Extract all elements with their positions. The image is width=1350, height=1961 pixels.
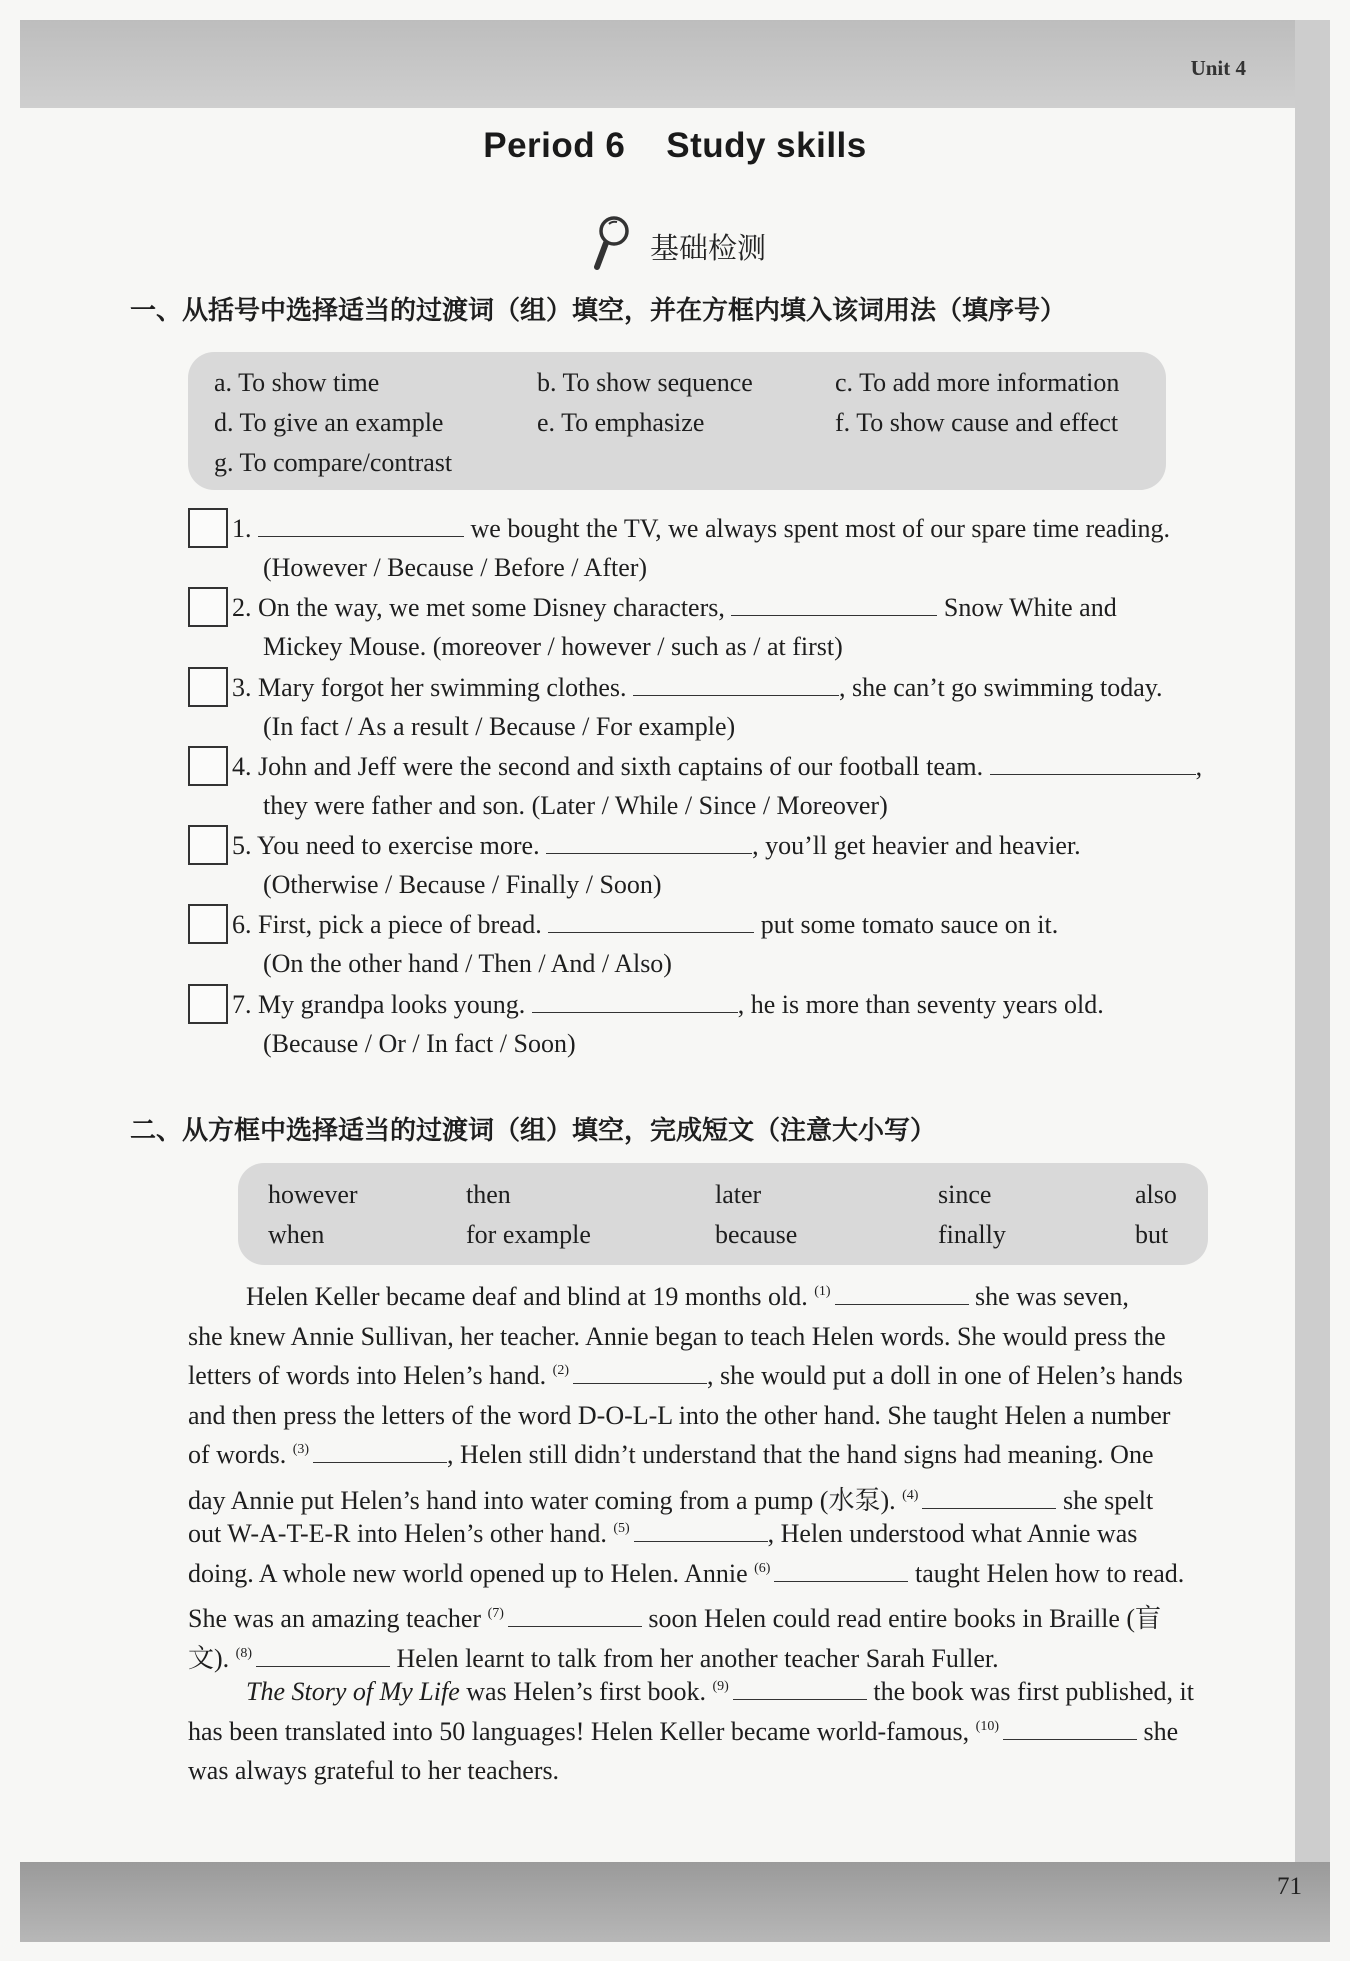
- blank-1[interactable]: [258, 514, 464, 537]
- answer-box-2[interactable]: [188, 587, 228, 627]
- top-band: [20, 20, 1330, 108]
- options-1: (However / Because / Before / After): [263, 553, 648, 582]
- usage-c: c. To add more information: [835, 368, 1120, 397]
- passage-line: of words. $^{(3)}$ , Helen still didn’t understand that the hand signs had meaning. One: [188, 1440, 1154, 1469]
- answer-box-6[interactable]: [188, 904, 228, 944]
- word-for-example: for example: [466, 1220, 591, 1249]
- part2-heading: 二、从方框中选择适当的过渡词（组）填空，完成短文（注意大小写）: [130, 1116, 937, 1146]
- passage-line: letters of words into Helen’s hand. $^{(2)}$ , she would put a doll in one of Helen’s hands: [188, 1361, 1183, 1390]
- question-5: 5. You need to exercise more. , you’ll get heavier and heavier.: [232, 831, 1081, 860]
- word-since: since: [938, 1180, 992, 1209]
- question-4: 4. John and Jeff were the second and sixth captains of our football team. ,: [232, 752, 1203, 781]
- passage-blank-10[interactable]: [1003, 1717, 1137, 1740]
- passage-blank-6[interactable]: [774, 1559, 908, 1582]
- blank-7[interactable]: [532, 990, 738, 1013]
- unit-label: Unit 4: [1190, 56, 1246, 80]
- answer-box-1[interactable]: [188, 508, 228, 548]
- passage-line: Helen Keller became deaf and blind at 19 months old. $^{(1)}$ she was seven,: [246, 1282, 1129, 1311]
- page-title: Period 6 Study skills: [483, 126, 867, 165]
- word-finally: finally: [938, 1220, 1006, 1249]
- answer-box-5[interactable]: [188, 825, 228, 865]
- word-later: later: [715, 1180, 762, 1209]
- passage-line: has been translated into 50 languages! Helen Keller became world-famous, $^{(10)}$ she: [188, 1717, 1179, 1746]
- section-label: 基础检测: [650, 231, 767, 265]
- page-number: 71: [1277, 1873, 1302, 1900]
- options-2: Mickey Mouse. (moreover / however / such as / at first): [263, 632, 843, 661]
- passage-blank-3[interactable]: [313, 1440, 447, 1463]
- word-also: also: [1135, 1180, 1177, 1209]
- question-3: 3. Mary forgot her swimming clothes. , she can’t go swimming today.: [232, 673, 1163, 702]
- usage-f: f. To show cause and effect: [835, 408, 1119, 437]
- options-4: they were father and son. (Later / While / Since / Moreover): [263, 791, 888, 820]
- passage-line: out W-A-T-E-R into Helen’s other hand. $^{(5)}$ , Helen understood what Annie was: [188, 1519, 1138, 1548]
- word-when: when: [268, 1220, 325, 1249]
- word-but: but: [1135, 1220, 1169, 1249]
- word-because: because: [715, 1220, 798, 1249]
- passage-line: day Annie put Helen’s hand into water coming from a pump (水泵). $^{(4)}$ she spelt: [188, 1486, 1154, 1515]
- usage-a: a. To show time: [214, 368, 380, 397]
- part1-heading: 一、从括号中选择适当的过渡词（组）填空，并在方框内填入该词用法（填序号）: [130, 296, 1067, 326]
- passage-blank-8[interactable]: [256, 1644, 390, 1667]
- options-6: (On the other hand / Then / And / Also): [263, 949, 672, 978]
- passage-line: was always grateful to her teachers.: [188, 1756, 560, 1785]
- passage-line: she knew Annie Sullivan, her teacher. Annie began to teach Helen words. She would press the: [188, 1322, 1166, 1351]
- options-7: (Because / Or / In fact / Soon): [263, 1029, 576, 1058]
- passage-blank-7[interactable]: [508, 1604, 642, 1627]
- usage-d: d. To give an example: [214, 408, 444, 437]
- options-3: (In fact / As a result / Because / For example): [263, 712, 736, 741]
- blank-2[interactable]: [731, 593, 937, 616]
- word-then: then: [466, 1180, 511, 1209]
- blank-5[interactable]: [546, 831, 752, 854]
- question-7: 7. My grandpa looks young. , he is more than seventy years old.: [232, 990, 1104, 1019]
- magnifier-icon: [592, 214, 636, 270]
- answer-box-3[interactable]: [188, 667, 228, 707]
- usage-g: g. To compare/contrast: [214, 448, 453, 477]
- passage-line: doing. A whole new world opened up to Helen. Annie $^{(6)}$ taught Helen how to read.: [188, 1559, 1185, 1588]
- usage-e: e. To emphasize: [537, 408, 705, 437]
- passage-line: She was an amazing teacher $^{(7)}$ soon Helen could read entire books in Braille (盲: [188, 1604, 1162, 1633]
- blank-3[interactable]: [633, 673, 839, 696]
- passage-line: and then press the letters of the word D-O-L-L into the other hand. She taught Helen a number: [188, 1401, 1171, 1430]
- passage-line: 文). $^{(8)}$ Helen learnt to talk from her another teacher Sarah Fuller.: [188, 1644, 999, 1673]
- word-however: however: [268, 1180, 358, 1209]
- passage-blank-4[interactable]: [922, 1486, 1056, 1509]
- question-1: 1. we bought the TV, we always spent most of our spare time reading.: [232, 514, 1170, 543]
- right-edge-band: [1295, 20, 1330, 1870]
- passage-blank-2[interactable]: [573, 1361, 707, 1384]
- passage-blank-9[interactable]: [733, 1677, 867, 1700]
- blank-4[interactable]: [990, 752, 1196, 775]
- bottom-band: [20, 1862, 1330, 1942]
- answer-box-4[interactable]: [188, 746, 228, 786]
- answer-box-7[interactable]: [188, 984, 228, 1024]
- options-5: (Otherwise / Because / Finally / Soon): [263, 870, 662, 899]
- question-2: 2. On the way, we met some Disney characters, Snow White and: [232, 593, 1117, 622]
- usage-b: b. To show sequence: [537, 368, 753, 397]
- book-title: The Story of My Life: [246, 1677, 460, 1706]
- blank-6[interactable]: [548, 910, 754, 933]
- passage-blank-5[interactable]: [634, 1519, 768, 1542]
- passage-line: The Story of My Life was Helen’s first book. $^{(9)}$ the book was first published, it: [246, 1677, 1194, 1706]
- passage-blank-1[interactable]: [835, 1282, 969, 1305]
- question-6: 6. First, pick a piece of bread. put some tomato sauce on it.: [232, 910, 1059, 939]
